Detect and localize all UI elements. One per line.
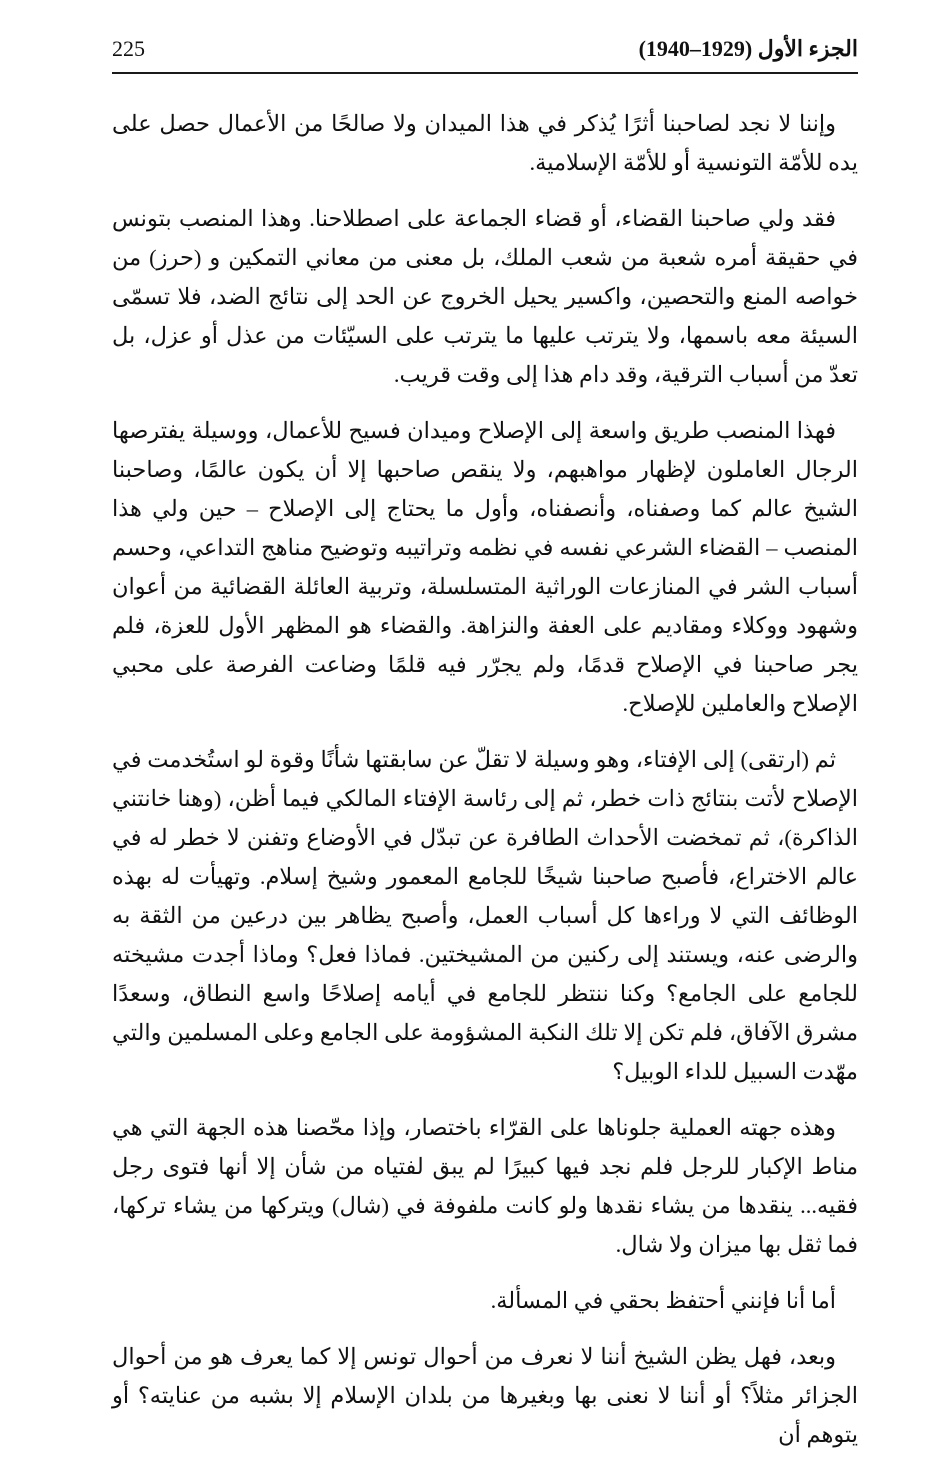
paragraph: أما أنا فإنني أحتفظ بحقي في المسألة. [490,1288,836,1313]
paragraph: ثم (ارتقى) إلى الإفتاء، وهو وسيلة لا تقلّ عن سابقتها شأنًا وقوة لو استُخدمت في الإصلاح لأتت بنتائج ذات خطر، ثم إلى رئاسة الإفتاء المالكي فيما أظن، (وهنا خانتني الذاكرة)، ثم تمخضت الأحداث الطافرة عن تبدّل في الأوضاع وتفنن لا خطر له في عالم الاختراع، فأصبح صاحبنا شيخًا للجامع المعمور وشيخ إسلام. وتهيأت له بهذه الوظائف التي لا وراءها كل أسباب العمل، وأصبح يظاهر بين درعين من الثقة به والرضى عنه، ويستند إلى ركنين من المشيختين. فماذا فعل؟ وماذا أجدت مشيخته للجامع على الجامع؟ وكنا ننتظر للجامع في أيامه إصلاحًا واسع النطاق، وسعدًا مشرق الآفاق، فلم تكن إلا تلك النكبة المشؤومة على الجامع وعلى المسلمين والتي مهّدت السبيل للداء الوبيل؟ [112,747,858,1084]
page-header [112,28,858,74]
paragraph: وهذه جهته العملية جلوناها على القرّاء باختصار، وإذا محّصنا هذه الجهة التي هي مناط الإكبار للرجل فلم نجد فيها كبيرًا لم يبق لفتياه من شأن إلا أنها فتوى رجل فقيه... ينقدها من يشاء نقدها ولو كانت ملفوفة في (شال) ويتركها من يشاء تركها، فما ثقل بها ميزان ولا شال. [112,1115,858,1257]
paragraph: وبعد، فهل يظن الشيخ أننا لا نعرف من أحوال تونس إلا كما يعرف هو من أحوال الجزائر مثلاً؟ أو أننا لا نعنى بها وبغيرها من بلدان الإسلام إلا بشبه من عنايته؟ أو يتوهم أن [112,1344,858,1447]
body-text [112,104,858,1471]
paragraph: فهذا المنصب طريق واسعة إلى الإصلاح وميدان فسيح للأعمال، ووسيلة يفترصها الرجال العاملون لإظهار مواهبهم، ولا ينقص صاحبها إلا أن يكون عالمًا، وصاحبنا الشيخ عالم كما وصفناه، وأنصفناه، وأول ما يحتاج إلى الإصلاح – حين ولي هذا المنصب – القضاء الشرعي نفسه في نظمه وتراتيبه وتوضيح مناهج التداعي، وحسم أسباب الشر في المنازعات الوراثية المتسلسلة، وتربية العائلة القضائية من أعوان وشهود ووكلاء ومقاديم على العفة والنزاهة. والقضاء هو المظهر الأول للعزة، فلم يجر صاحبنا في الإصلاح قدمًا، ولم يجرّر فيه قلمًا وضاعت الفرصة على محبي الإصلاح والعاملين للإصلاح. [112,418,858,716]
running-title: الجزء الأول (1929–1940) [638,36,858,61]
page-number: 225 [112,36,145,61]
paragraph: فقد ولي صاحبنا القضاء، أو قضاء الجماعة على اصطلاحنا. وهذا المنصب بتونس في حقيقة أمره شعبة من شعب الملك، بل معنى من معاني التمكين و (حرز) من خواصه المنع والتحصين، واكسير يحيل الخروج عن الحد إلى نتائج الضد، فلا تسمّى السيئة معه باسمها، ولا يترتب عليها ما يترتب على السيّئات من عذل أو عزل، بل تعدّ من أسباب الترقية، وقد دام هذا إلى وقت قريب. [112,206,858,387]
paragraph: وإننا لا نجد لصاحبنا أثرًا يُذكر في هذا الميدان ولا صالحًا من الأعمال حصل على يده للأمّة التونسية أو للأمّة الإسلامية. [112,111,858,175]
